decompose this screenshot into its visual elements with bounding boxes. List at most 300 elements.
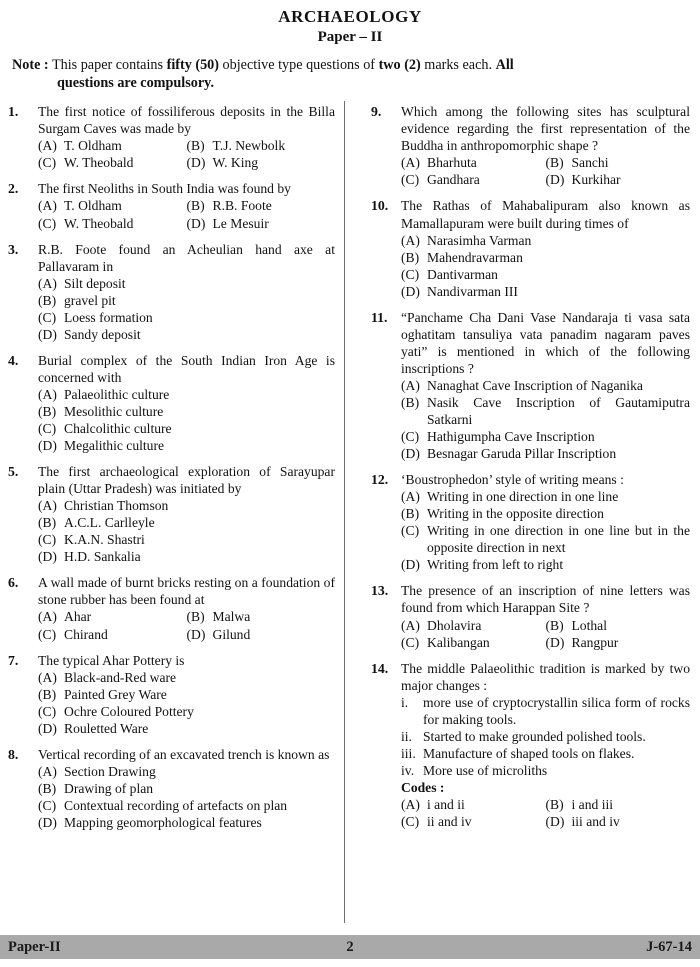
option-text: R.B. Foote [212, 198, 272, 214]
question-number: 8. [8, 746, 19, 762]
question-body [38, 352, 335, 454]
option-key: (A) [38, 138, 57, 154]
option[interactable] [401, 171, 546, 188]
option[interactable] [38, 137, 187, 154]
roman-list-item [401, 728, 690, 745]
options-group [401, 488, 690, 573]
option[interactable] [187, 137, 336, 154]
question-item [8, 352, 335, 454]
option-text: ii and iv [427, 814, 472, 830]
question-stem: A wall made of burnt bricks resting on a foundation of stone rubber has been found at [38, 575, 335, 608]
option[interactable] [401, 505, 690, 522]
option-key: (A) [401, 377, 420, 393]
note-line-1 [12, 56, 686, 75]
option-row [401, 445, 690, 462]
option-row [38, 797, 335, 814]
option-row [401, 522, 690, 556]
option[interactable] [38, 386, 335, 403]
option[interactable] [38, 626, 187, 643]
roman-key: ii. [401, 728, 412, 744]
option[interactable] [401, 796, 546, 813]
question-body [401, 660, 690, 830]
option[interactable] [38, 548, 335, 565]
option-key: (B) [401, 394, 420, 410]
option-key: (D) [401, 446, 420, 462]
option-row [401, 556, 690, 573]
option-text: Dholavira [427, 617, 482, 633]
note-bold-fifty: fifty (50) [166, 56, 219, 73]
option-row [401, 634, 690, 651]
option-text: Gilund [212, 626, 251, 642]
option-text: K.A.N. Shastri [64, 532, 145, 548]
question-body [401, 582, 690, 650]
option[interactable] [401, 556, 690, 573]
option[interactable] [546, 813, 691, 830]
option-row [401, 488, 690, 505]
option-row [38, 669, 335, 686]
option-text: Sandy deposit [64, 326, 141, 342]
option-text: Mesolithic culture [64, 403, 164, 419]
option-key: (C) [38, 626, 57, 642]
option[interactable] [38, 420, 335, 437]
option-row [401, 505, 690, 522]
option-text: Palaeolithic culture [64, 386, 170, 402]
option[interactable] [401, 617, 546, 634]
question-body [38, 180, 335, 231]
option-key: (D) [545, 172, 565, 188]
option-key: (C) [38, 215, 57, 231]
option-row [38, 514, 335, 531]
option[interactable] [38, 531, 335, 548]
option-key: (A) [38, 609, 57, 625]
question-body [401, 197, 690, 299]
question-stem: The first notice of fossiliferous deposits in the Billa Surgam Caves was made by [38, 104, 335, 137]
options-group [401, 377, 690, 462]
option-text: Writing in one direction in one line but in the opposite direction in next [427, 523, 690, 556]
question-number: 7. [8, 652, 19, 668]
option[interactable] [401, 428, 690, 445]
option[interactable] [38, 215, 187, 232]
option-text: Megalithic culture [64, 438, 165, 454]
question-body [401, 471, 690, 573]
question-item [8, 180, 335, 231]
option-key: (D) [38, 720, 57, 736]
options-group [38, 497, 335, 565]
option-row [38, 137, 335, 154]
option-text: Malwa [212, 609, 251, 625]
option-key: (C) [38, 532, 57, 548]
note-text-part-2: objective type questions of [222, 56, 376, 73]
question-number: 2. [8, 181, 19, 197]
option-key: (B) [38, 515, 57, 531]
option-row [38, 763, 335, 780]
option-text: i and ii [427, 797, 465, 812]
option-key: (C) [401, 634, 420, 650]
question-body [401, 103, 690, 188]
option-key: (C) [38, 155, 57, 171]
options-group [38, 386, 335, 454]
option-row [401, 154, 690, 171]
question-body [38, 574, 335, 642]
option[interactable] [401, 249, 690, 266]
option[interactable] [38, 720, 335, 737]
option-key: (B) [38, 292, 57, 308]
option[interactable] [401, 445, 690, 462]
options-group [38, 669, 335, 737]
option[interactable] [38, 814, 335, 831]
option[interactable] [38, 763, 335, 780]
option-key: (D) [38, 326, 57, 342]
question-item [8, 652, 335, 737]
option-text: Christian Thomson [64, 498, 169, 514]
question-number: 4. [8, 352, 19, 368]
option-text: Hathigumpha Cave Inscription [427, 429, 595, 445]
option-text: A.C.L. Carlleyle [64, 515, 155, 531]
option-row [38, 703, 335, 720]
footer-paper-label: Paper-II [8, 938, 61, 955]
question-number: 6. [8, 575, 19, 591]
question-number: 9. [371, 104, 382, 120]
option-text: Loess formation [64, 309, 153, 325]
option-text: Rouletted Ware [64, 720, 149, 736]
options-group [38, 275, 335, 343]
option-text: Section Drawing [64, 763, 156, 779]
option-text: Writing from left to right [427, 557, 564, 573]
option-text: Nasik Cave Inscription of Gautamiputra Satkarni [427, 394, 690, 428]
option[interactable] [401, 634, 546, 651]
option-row [401, 232, 690, 249]
option[interactable] [187, 154, 336, 171]
options-group [38, 137, 335, 171]
option-row [38, 403, 335, 420]
question-body [38, 241, 335, 343]
option-row [38, 686, 335, 703]
question-body [38, 463, 335, 565]
option[interactable] [401, 394, 690, 428]
right-column [349, 103, 690, 933]
option-key: (C) [401, 523, 420, 539]
option-text: W. Theobald [64, 155, 134, 171]
option-key: (A) [38, 275, 57, 291]
option[interactable] [38, 780, 335, 797]
option-row [38, 154, 335, 171]
option-text: Contextual recording of artefacts on plan [64, 797, 288, 813]
option-text: gravel pit [64, 292, 116, 308]
roman-list-item [401, 762, 690, 779]
option-text: Rangpur [571, 634, 619, 650]
option-key: (A) [401, 489, 420, 505]
option[interactable] [38, 797, 335, 814]
option-text: Lothal [571, 617, 607, 633]
option-row [401, 249, 690, 266]
question-stem: R.B. Foote found an Acheulian hand axe at Pallavaram in [38, 241, 335, 274]
question-item [371, 309, 690, 462]
option[interactable] [401, 232, 690, 249]
option-row [38, 197, 335, 214]
roman-list-item [401, 694, 690, 728]
question-stem: Which among the following sites has sculptural evidence regarding the first representation of the Buddha in anthropomorphic shape ? [401, 104, 690, 154]
question-number: 11. [371, 309, 388, 325]
option-row [38, 275, 335, 292]
option-row [38, 215, 335, 232]
option-row [401, 617, 690, 634]
footer-code: J-67-14 [646, 938, 692, 955]
question-item [8, 574, 335, 642]
option-row [38, 437, 335, 454]
option-row [401, 428, 690, 445]
column-divider [344, 101, 345, 923]
question-item [8, 241, 335, 343]
question-number: 10. [371, 198, 389, 214]
question-stem: The first Neoliths in South India was found by [38, 181, 291, 197]
option-row [38, 780, 335, 797]
option-key: (C) [38, 421, 57, 437]
option-row [38, 531, 335, 548]
option-text: Writing in one direction in one line [427, 489, 619, 505]
option-text: T. Oldham [64, 198, 122, 214]
question-number: 12. [371, 472, 389, 488]
page-header [0, 0, 700, 48]
option-key: (A) [38, 386, 57, 402]
option-key: (C) [401, 172, 420, 188]
option[interactable] [401, 283, 690, 300]
option[interactable] [38, 309, 335, 326]
option[interactable] [401, 522, 690, 556]
options-group [401, 232, 690, 300]
option-text: T. Oldham [64, 138, 122, 154]
option-row [38, 626, 335, 643]
option-key: (D) [186, 215, 206, 231]
option[interactable] [546, 617, 691, 634]
question-item [371, 582, 690, 650]
option-key: (B) [545, 797, 564, 812]
option-key: (D) [545, 634, 565, 650]
option[interactable] [38, 292, 335, 309]
option-text: Ahar [64, 609, 92, 625]
option[interactable] [401, 813, 546, 830]
left-column [8, 103, 349, 933]
option-key: (B) [38, 780, 57, 796]
option-row [401, 266, 690, 283]
option-row [401, 171, 690, 188]
option-text: Chirand [64, 626, 108, 642]
question-body [401, 309, 690, 462]
option-key: (A) [401, 232, 420, 248]
subject-title: ARCHAEOLOGY [278, 7, 422, 26]
option-text: Painted Grey Ware [64, 686, 167, 702]
roman-text: Started to make grounded polished tools. [423, 728, 646, 744]
option-key: (D) [401, 283, 420, 299]
option-key: (A) [38, 498, 57, 514]
question-stem: The first archaeological exploration of Sarayupar plain (Uttar Pradesh) was initiated by [38, 464, 335, 497]
question-item [371, 103, 690, 188]
question-columns [0, 103, 700, 933]
roman-text: More use of microliths [423, 762, 548, 778]
option[interactable] [38, 686, 335, 703]
option[interactable] [187, 608, 336, 625]
option[interactable] [38, 514, 335, 531]
roman-key: i. [401, 694, 409, 710]
option-row [401, 796, 690, 813]
option-key: (B) [38, 403, 57, 419]
option[interactable] [546, 171, 691, 188]
question-stem: Vertical recording of an excavated trench is known as [38, 746, 330, 762]
option[interactable] [38, 608, 187, 625]
option-text: Gandhara [427, 172, 480, 188]
option[interactable] [38, 154, 187, 171]
option-text: Besnagar Garuda Pillar Inscription [427, 446, 617, 462]
option-text: Silt deposit [64, 275, 126, 291]
option-text: Mapping geomorphological features [64, 815, 262, 830]
option-text: Nandivarman III [427, 283, 518, 299]
option[interactable] [187, 197, 336, 214]
option-row [401, 283, 690, 300]
option-row [401, 394, 690, 428]
option-key: (A) [401, 617, 420, 633]
options-group [401, 154, 690, 188]
option[interactable] [401, 377, 690, 394]
option-row [38, 608, 335, 625]
question-item [371, 197, 690, 299]
option-row [401, 813, 690, 830]
option[interactable] [38, 197, 187, 214]
option-row [38, 548, 335, 565]
option[interactable] [546, 634, 691, 651]
option-row [38, 326, 335, 343]
option-key: (B) [186, 609, 205, 625]
option-text: Nanaghat Cave Inscription of Naganika [427, 377, 643, 393]
question-number: 14. [371, 660, 389, 676]
option[interactable] [38, 669, 335, 686]
option-key: (D) [38, 815, 57, 830]
option-key: (D) [186, 155, 206, 171]
question-stem: The Rathas of Mahabalipuram also known as Mamallapuram were built during times of [401, 198, 690, 231]
option-row [38, 386, 335, 403]
option-key: (A) [401, 797, 420, 812]
roman-list-item [401, 745, 690, 762]
question-item [371, 660, 690, 830]
option[interactable] [187, 215, 336, 232]
option-text: Chalcolithic culture [64, 421, 172, 437]
option-text: Dantivarman [427, 266, 498, 282]
question-item [371, 471, 690, 573]
option-key: (B) [186, 198, 205, 214]
note-bold-all: All [495, 56, 514, 73]
option-text: Kurkihar [571, 172, 621, 188]
page-footer [0, 935, 700, 959]
option[interactable] [401, 488, 690, 505]
option-key: (B) [38, 686, 57, 702]
option-text: Mahendravarman [427, 249, 523, 265]
option-row [401, 377, 690, 394]
option-text: Bharhuta [427, 155, 477, 171]
option[interactable] [401, 266, 690, 283]
option-text: W. Theobald [64, 215, 134, 231]
option-key: (B) [401, 249, 420, 265]
option-text: Ochre Coloured Pottery [64, 703, 194, 719]
option-key: (B) [401, 506, 420, 522]
option[interactable] [38, 403, 335, 420]
option[interactable] [401, 154, 546, 171]
option-key: (B) [186, 138, 205, 154]
codes-label: Codes : [401, 779, 445, 795]
question-body [38, 103, 335, 171]
option[interactable] [38, 703, 335, 720]
option-key: (D) [38, 549, 57, 565]
question-body [38, 746, 335, 831]
question-stem: ‘Boustrophedon’ style of writing means : [401, 472, 624, 488]
footer-page-number: 2 [346, 938, 354, 955]
option[interactable] [38, 275, 335, 292]
option[interactable] [187, 626, 336, 643]
option-text: Black-and-Red ware [64, 669, 177, 685]
options-group [401, 617, 690, 651]
note-text-part-3: marks each. [424, 56, 493, 73]
note-line-2: questions are compulsory. [57, 75, 214, 92]
roman-key: iii. [401, 745, 416, 761]
question-stem: Burial complex of the South Indian Iron Age is concerned with [38, 352, 335, 385]
option-key: (A) [38, 669, 57, 685]
option-key: (B) [545, 617, 564, 633]
option[interactable] [38, 326, 335, 343]
question-number: 5. [8, 464, 19, 480]
option-key: (C) [38, 309, 57, 325]
option-key: (B) [545, 155, 564, 171]
option[interactable] [38, 437, 335, 454]
option-text: Le Mesuir [212, 215, 269, 231]
option-row [38, 309, 335, 326]
question-item [8, 463, 335, 565]
option-key: (A) [38, 198, 57, 214]
option-row [38, 497, 335, 514]
options-group [38, 197, 335, 231]
roman-text: Manufacture of shaped tools on flakes. [423, 745, 635, 761]
question-number: 1. [8, 104, 19, 120]
question-number: 13. [371, 583, 389, 599]
option-text: Narasimha Varman [427, 232, 532, 248]
options-group [38, 763, 335, 831]
paper-title: Paper – II [317, 29, 383, 46]
option-key: (C) [401, 814, 420, 830]
option-key: (D) [186, 626, 206, 642]
option-key: (C) [38, 703, 57, 719]
question-item [8, 746, 335, 831]
note-text-part-1: This paper contains [51, 56, 164, 73]
options-group [401, 796, 690, 830]
option[interactable] [546, 154, 691, 171]
note-label: Note : [12, 56, 49, 73]
option-key: (D) [38, 438, 57, 454]
option-key: (D) [401, 557, 420, 573]
option-text: Kalibangan [427, 634, 490, 650]
roman-list [401, 694, 690, 779]
question-item [8, 103, 335, 171]
options-group [38, 608, 335, 642]
note-bold-two: two (2) [378, 56, 421, 73]
option-text: Sanchi [571, 155, 609, 171]
option-key: (A) [401, 155, 420, 171]
option-text: T.J. Newbolk [212, 138, 286, 154]
option-row [38, 420, 335, 437]
option[interactable] [38, 497, 335, 514]
option[interactable] [546, 796, 691, 813]
roman-text: more use of cryptocrystallin silica form of rocks for making tools. [423, 694, 690, 727]
option-row [38, 720, 335, 737]
option-key: (C) [38, 797, 57, 813]
question-stem: The middle Palaeolithic tradition is marked by two major changes : [401, 660, 690, 693]
option-key: (D) [545, 814, 565, 830]
option-text: Drawing of plan [64, 780, 154, 796]
